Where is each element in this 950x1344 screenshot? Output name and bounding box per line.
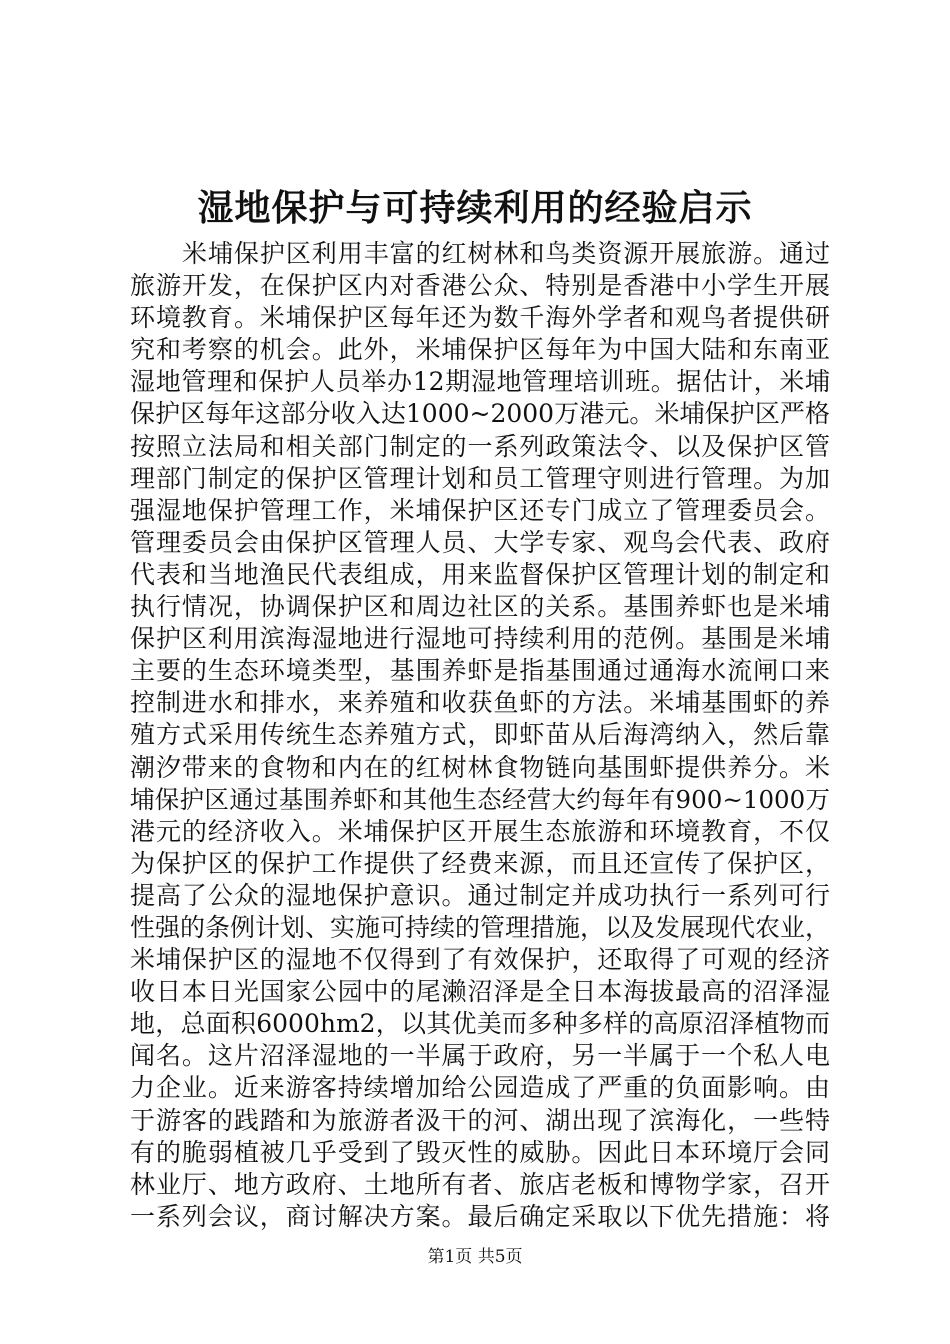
text-line: 埔保护区通过基围养虾和其他生态经营大约每年有900~1000万 (130, 784, 830, 814)
text-line: 环境教育。米埔保护区每年还为数千海外学者和观鸟者提供研 (130, 303, 830, 333)
text-line: 林业厅、地方政府、土地所有者、旅店老板和博物学家，召开 (130, 1169, 830, 1199)
text-line: 按照立法局和相关部门制定的一系列政策法令、以及保护区管 (130, 431, 830, 461)
page-footer: 第1页 共5页 (427, 1247, 523, 1267)
text-line: 湿地管理和保护人员举办12期湿地管理培训班。据估计，米埔 (130, 367, 830, 397)
text-line: 米埔保护区的湿地不仅得到了有效保护，还取得了可观的经济 (130, 945, 830, 975)
text-line: 一系列会议，商讨解决方案。最后确定采取以下优先措施：将 (130, 1201, 830, 1231)
text-line: 保护区利用滨海湿地进行湿地可持续利用的范例。基围是米埔 (130, 624, 830, 654)
text-line: 主要的生态环境类型，基围养虾是指基围通过通海水流闸口来 (130, 656, 830, 686)
text-line: 殖方式采用传统生态养殖方式，即虾苗从后海湾纳入，然后靠 (130, 720, 830, 750)
text-line: 性强的条例计划、实施可持续的管理措施，以及发展现代农业， (130, 912, 830, 942)
text-line: 保护区每年这部分收入达1000~2000万港元。米埔保护区严格 (130, 399, 830, 429)
text-line: 港元的经济收入。米埔保护区开展生态旅游和环境教育，不仅 (130, 816, 830, 846)
text-line: 执行情况，协调保护区和周边社区的关系。基围养虾也是米埔 (130, 592, 830, 622)
text-line: 管理委员会由保护区管理人员、大学专家、观鸟会代表、政府 (130, 527, 830, 557)
text-line: 米埔保护区利用丰富的红树林和鸟类资源开展旅游。通过 (182, 239, 830, 268)
document-title: 湿地保护与可持续利用的经验启示 (197, 187, 753, 229)
text-line: 理部门制定的保护区管理计划和员工管理守则进行管理。为加 (130, 463, 830, 493)
text-line: 收日本日光国家公园中的尾濑沼泽是全日本海拔最高的沼泽湿 (130, 977, 830, 1007)
text-line: 地，总面积6000hm2，以其优美而多种多样的高原沼泽植物而 (130, 1009, 830, 1039)
text-line: 代表和当地渔民代表组成，用来监督保护区管理计划的制定和 (130, 559, 830, 589)
text-line: 提高了公众的湿地保护意识。通过制定并成功执行一系列可行 (130, 880, 830, 910)
text-line: 力企业。近来游客持续增加给公园造成了严重的负面影响。由 (130, 1073, 830, 1103)
text-line: 有的脆弱植被几乎受到了毁灭性的威胁。因此日本环境厅会同 (130, 1137, 830, 1167)
text-line: 闻名。这片沼泽湿地的一半属于政府，另一半属于一个私人电 (130, 1041, 830, 1071)
text-line: 潮汐带来的食物和内在的红树林食物链向基围虾提供养分。米 (130, 752, 830, 782)
body-paragraph (130, 238, 830, 1233)
text-line: 于游客的践踏和为旅游者汲干的河、湖出现了滨海化，一些特 (130, 1105, 830, 1135)
text-line: 为保护区的保护工作提供了经费来源，而且还宣传了保护区， (130, 848, 830, 878)
text-line: 究和考察的机会。此外，米埔保护区每年为中国大陆和东南亚 (130, 335, 830, 365)
text-line: 强湿地保护管理工作，米埔保护区还专门成立了管理委员会。 (130, 495, 830, 525)
text-line: 旅游开发，在保护区内对香港公众、特别是香港中小学生开展 (130, 271, 830, 301)
text-line: 控制进水和排水，来养殖和收获鱼虾的方法。米埔基围虾的养 (130, 688, 830, 718)
